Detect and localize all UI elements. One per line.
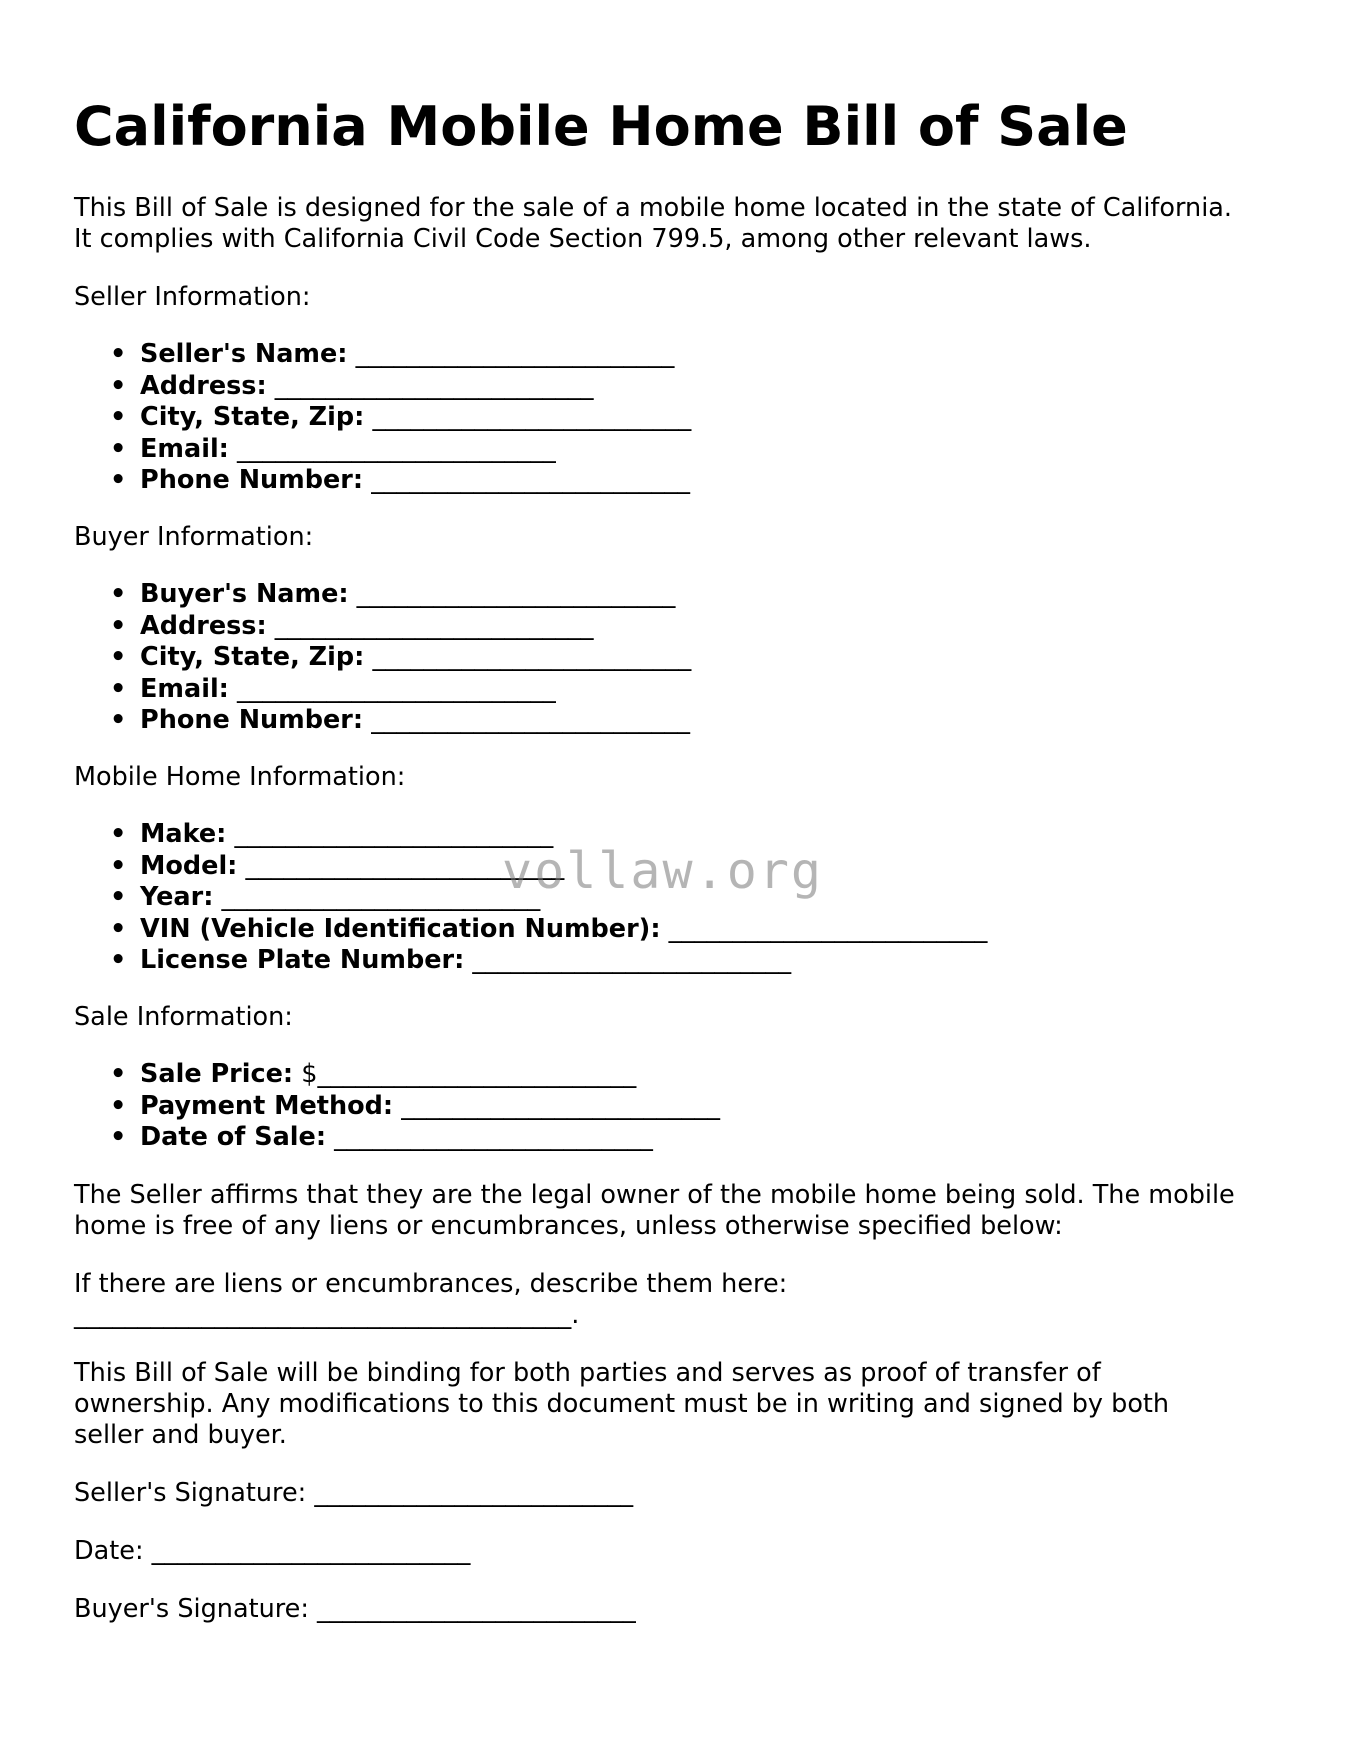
seller-city-blank[interactable]: _________________________ xyxy=(372,402,692,432)
signature-date-line[interactable]: Date: _________________________ xyxy=(74,1536,471,1566)
buyer-heading: Buyer Information: xyxy=(74,522,314,552)
intro-line-2: It complies with California Civil Code Section 799.5, among other relevant laws. xyxy=(74,224,1092,254)
liens-prompt: If there are liens or encumbrances, describe them here: xyxy=(74,1269,788,1299)
home-plate-blank[interactable]: _________________________ xyxy=(472,945,792,975)
home-year-label: Year: xyxy=(140,882,214,912)
list-item xyxy=(140,434,691,466)
seller-name-label: Seller's Name: xyxy=(140,339,348,369)
home-vin-label: VIN (Vehicle Identification Number): xyxy=(140,913,661,944)
sale-date-label: Date of Sale: xyxy=(140,1122,327,1152)
list-item xyxy=(140,402,691,434)
list-item xyxy=(140,642,691,674)
buyer-email-label: Email: xyxy=(140,673,229,704)
intro-line-1: This Bill of Sale is designed for the sale of a mobile home located in the state of California. xyxy=(74,193,1233,223)
list-item xyxy=(140,674,691,706)
home-year-blank[interactable]: _________________________ xyxy=(221,882,541,912)
affirm-line-2: home is free of any liens or encumbrances, unless otherwise specified below: xyxy=(74,1211,1063,1241)
payment-method-label: Payment Method: xyxy=(140,1090,394,1121)
list-item xyxy=(140,914,987,946)
buyer-city-blank[interactable]: _________________________ xyxy=(372,642,692,672)
home-vin-blank[interactable]: _________________________ xyxy=(668,913,988,944)
buyer-signature-line[interactable]: Buyer's Signature: _________________________ xyxy=(74,1594,636,1624)
buyer-email-blank[interactable]: _________________________ xyxy=(237,673,556,704)
home-make-label: Make: xyxy=(140,819,227,849)
home-model-blank[interactable]: _________________________ xyxy=(245,850,565,881)
buyer-phone-label: Phone Number: xyxy=(140,705,364,735)
seller-signature-line[interactable]: Seller's Signature: _________________________ xyxy=(74,1478,634,1508)
seller-name-blank[interactable]: _________________________ xyxy=(355,339,675,369)
seller-email-blank[interactable]: _________________________ xyxy=(237,433,556,464)
buyer-fields xyxy=(74,579,691,737)
list-item xyxy=(140,1091,720,1123)
buyer-address-label: Address: xyxy=(140,610,267,641)
home-model-label: Model: xyxy=(140,850,238,881)
home-plate-label: License Plate Number: xyxy=(140,945,465,975)
list-item xyxy=(140,705,691,737)
buyer-phone-blank[interactable]: _________________________ xyxy=(371,705,690,735)
liens-blank[interactable]: _______________________________________. xyxy=(74,1300,580,1330)
list-item xyxy=(140,1059,720,1091)
binding-line-3: seller and buyer. xyxy=(74,1420,287,1450)
seller-city-label: City, State, Zip: xyxy=(140,402,365,432)
watermark: vollaw.org xyxy=(502,842,824,900)
affirm-line-1: The Seller affirms that they are the legal owner of the mobile home being sold. The mobile xyxy=(74,1180,1235,1210)
home-make-blank[interactable]: _________________________ xyxy=(234,819,554,849)
buyer-name-label: Buyer's Name: xyxy=(140,579,349,609)
buyer-city-label: City, State, Zip: xyxy=(140,642,365,672)
seller-heading: Seller Information: xyxy=(74,282,311,312)
sale-heading: Sale Information: xyxy=(74,1002,293,1032)
list-item xyxy=(140,339,691,371)
seller-address-label: Address: xyxy=(140,370,267,401)
seller-phone-blank[interactable]: _________________________ xyxy=(371,465,690,495)
sale-price-blank[interactable]: $_________________________ xyxy=(301,1059,637,1089)
binding-line-1: This Bill of Sale will be binding for both parties and serves as proof of transfer of xyxy=(74,1358,1101,1388)
seller-address-blank[interactable]: _________________________ xyxy=(274,370,594,401)
list-item xyxy=(140,1122,720,1154)
sale-fields xyxy=(74,1059,720,1154)
seller-email-label: Email: xyxy=(140,433,229,464)
list-item xyxy=(140,579,691,611)
payment-method-blank[interactable]: _________________________ xyxy=(401,1090,720,1121)
buyer-address-blank[interactable]: _________________________ xyxy=(274,610,594,641)
list-item xyxy=(140,945,987,977)
seller-phone-label: Phone Number: xyxy=(140,465,364,495)
sale-date-blank[interactable]: _________________________ xyxy=(334,1122,653,1152)
home-heading: Mobile Home Information: xyxy=(74,762,406,792)
list-item xyxy=(140,371,691,403)
document-title: California Mobile Home Bill of Sale xyxy=(74,95,1128,158)
buyer-name-blank[interactable]: _________________________ xyxy=(356,579,676,609)
sale-price-label: Sale Price: xyxy=(140,1059,294,1089)
list-item xyxy=(140,611,691,643)
seller-fields xyxy=(74,339,691,497)
binding-line-2: ownership. Any modifications to this document must be in writing and signed by both xyxy=(74,1389,1170,1419)
list-item xyxy=(140,465,691,497)
